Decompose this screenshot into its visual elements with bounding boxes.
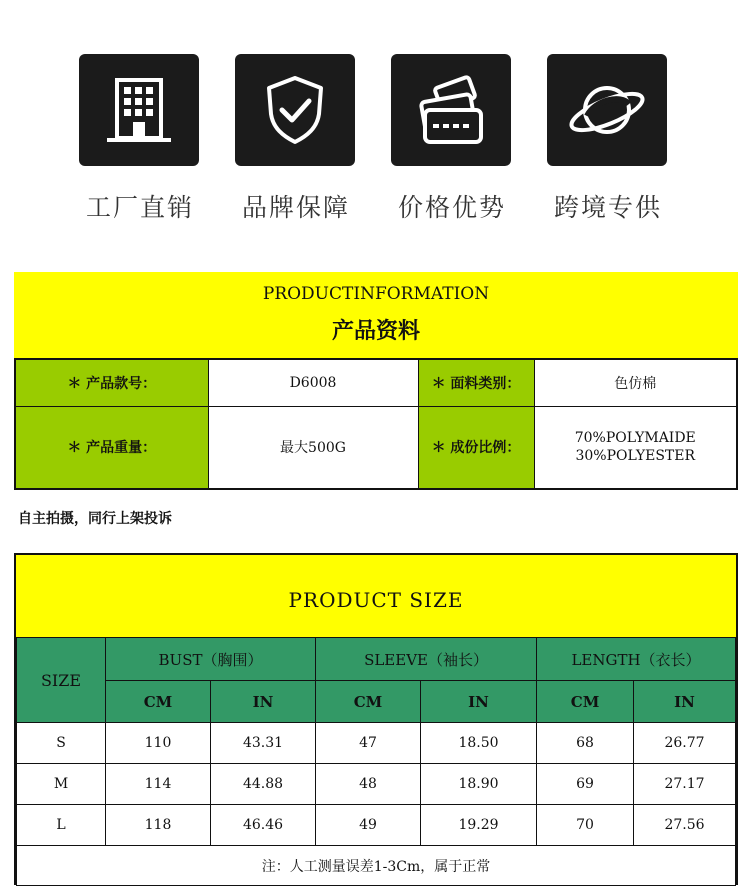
feature-price-advantage (391, 54, 513, 224)
unit-header: CM (537, 681, 634, 723)
table-cell: 114 (106, 764, 211, 805)
feature-label: 品牌保障 (241, 193, 350, 222)
planet-icon (547, 54, 667, 166)
feature-cross-border (547, 54, 669, 224)
footnote-row (17, 846, 736, 886)
copyright-notice: 自主拍摄，同行上架投诉 (18, 511, 172, 527)
unit-header: CM (106, 681, 211, 723)
table-cell: 27.17 (634, 764, 736, 805)
sleeve-header: SLEEVE（袖长） (316, 638, 537, 681)
table-cell: 44.88 (211, 764, 316, 805)
table-cell: 46.46 (211, 805, 316, 846)
table-row (17, 805, 736, 846)
size-title: PRODUCT SIZE (16, 555, 736, 637)
unit-header: CM (316, 681, 421, 723)
table-cell: 47 (316, 723, 421, 764)
table-cell: 110 (106, 723, 211, 764)
composition-line: 30%POLYESTER (575, 448, 696, 465)
info-title-zh: 产品资料 (331, 318, 420, 344)
credit-card-icon (391, 54, 511, 166)
table-cell: 26.77 (634, 723, 736, 764)
size-cell: S (17, 723, 106, 764)
table-cell: 18.90 (421, 764, 537, 805)
bust-header: BUST（胸围） (106, 638, 316, 681)
table-cell: 49 (316, 805, 421, 846)
table-cell: 43.31 (211, 723, 316, 764)
product-information-header (14, 272, 738, 358)
table-row (17, 764, 736, 805)
style-number-label: ＊ 产品款号： (15, 359, 208, 406)
info-title-en: PRODUCTINFORMATION (262, 284, 490, 304)
product-size-section (14, 553, 738, 885)
table-cell: 68 (537, 723, 634, 764)
measurement-footnote: 注：人工测量误差1-3Cm，属于正常 (17, 846, 736, 886)
table-cell: 48 (316, 764, 421, 805)
feature-label: 跨境专供 (553, 193, 662, 222)
fabric-type-value: 色仿棉 (534, 359, 737, 406)
unit-header: IN (421, 681, 537, 723)
table-cell: 18.50 (421, 723, 537, 764)
feature-factory-direct (79, 54, 201, 224)
feature-icons (0, 0, 751, 240)
size-table (16, 637, 736, 886)
composition-label: ＊ 成份比例： (418, 406, 534, 489)
weight-label: ＊ 产品重量： (15, 406, 208, 489)
info-row (15, 406, 737, 489)
size-column-header: SIZE (17, 638, 106, 723)
length-header: LENGTH（衣长） (537, 638, 736, 681)
size-header-row (17, 638, 736, 681)
feature-label: 价格优势 (397, 193, 506, 222)
composition-line: 70%POLYMAIDE (574, 430, 696, 447)
info-row (15, 359, 737, 406)
style-number-value: D6008 (208, 359, 418, 406)
size-cell: M (17, 764, 106, 805)
unit-header: IN (634, 681, 736, 723)
fabric-type-label: ＊ 面料类别： (418, 359, 534, 406)
unit-header-row (17, 681, 736, 723)
table-row (17, 723, 736, 764)
feature-label: 工厂直销 (85, 193, 194, 222)
size-cell: L (17, 805, 106, 846)
shield-check-icon (235, 54, 355, 166)
weight-value: 最大500G (208, 406, 418, 489)
composition-value (534, 406, 737, 489)
table-cell: 69 (537, 764, 634, 805)
table-cell: 70 (537, 805, 634, 846)
product-information-table (14, 358, 738, 490)
table-cell: 19.29 (421, 805, 537, 846)
table-cell: 27.56 (634, 805, 736, 846)
factory-building-icon (79, 54, 199, 166)
table-cell: 118 (106, 805, 211, 846)
unit-header: IN (211, 681, 316, 723)
feature-brand-guarantee (235, 54, 357, 224)
